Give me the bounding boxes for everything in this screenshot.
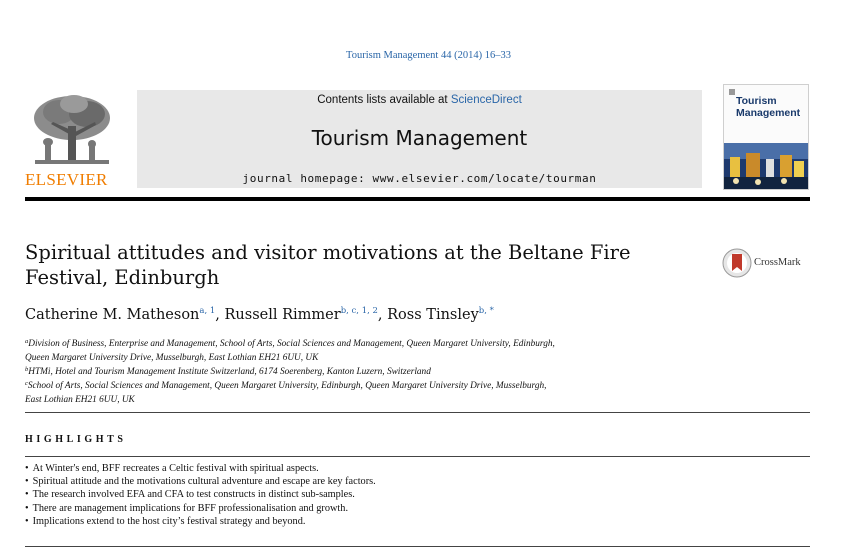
affiliation-line [25, 364, 805, 378]
masthead-rule [25, 197, 810, 201]
author-2[interactable] [225, 307, 378, 323]
highlight-item: • There are management implications for BFF professionalisation and growth. [25, 502, 805, 515]
cover-photo-icon [724, 143, 808, 189]
highlights-heading: HIGHLIGHTS [25, 434, 127, 445]
contents-line [137, 94, 702, 106]
author-1[interactable] [25, 307, 215, 323]
author-sup[interactable]: b, c, 1, 2 [340, 306, 378, 316]
highlight-item: • Implications extend to the host city’s festival strategy and beyond. [25, 515, 805, 528]
affiliation-line [25, 378, 805, 392]
journal-title: Tourism Management [311, 126, 528, 150]
affiliation-line [25, 350, 805, 364]
contents-prefix: Contents lists available at [317, 94, 451, 106]
author-sup[interactable]: a, 1 [199, 306, 216, 316]
cover-title-line2: Management [736, 107, 801, 119]
cover-title [736, 95, 800, 119]
affiliation-line [25, 392, 805, 406]
highlights-rule-top [25, 456, 810, 457]
elsevier-wordmark: ELSEVIER [25, 170, 108, 189]
author-separator: , [377, 307, 388, 323]
highlights-rule-bottom [25, 546, 810, 547]
affiliation-sup: c [25, 380, 28, 387]
sciencedirect-link[interactable]: ScienceDirect [450, 94, 522, 106]
affiliations-rule [25, 412, 810, 413]
journal-homepage-link[interactable]: journal homepage: www.elsevier.com/locate/tourman [242, 172, 597, 185]
elsevier-tree-icon [29, 90, 115, 170]
article-title: Spiritual attitudes and visitor motivations at the Beltane Fire Festival, Edinburgh [25, 241, 631, 289]
elsevier-logo[interactable] [25, 90, 120, 190]
journal-citation: Tourism Management 44 (2014) 16–33 [346, 50, 511, 61]
affiliation-line [25, 336, 805, 350]
affiliation-sup: b [25, 366, 29, 373]
affiliation-text: Division of Business, Enterprise and Management, School of Arts, Social Sciences and Management, Queen Margaret University, Edinburgh, [28, 339, 555, 349]
author-sup[interactable]: b, * [478, 306, 494, 316]
author-list [25, 306, 805, 323]
masthead [25, 84, 810, 192]
highlight-item: • Spiritual attitude and the motivations cultural adventure and escape are key factors. [25, 475, 805, 488]
affiliation-text: School of Arts, Social Sciences and Management, Queen Margaret University, Edinburgh, Queen Margaret University Drive, Musselburgh, [27, 381, 547, 391]
author-3[interactable] [387, 307, 494, 323]
affiliation-sup: a [25, 338, 29, 345]
affiliation-text: Queen Margaret University Drive, Musselburgh, East Lothian EH21 6UU, UK [25, 353, 319, 363]
author-name: Russell Rimmer [224, 307, 341, 323]
cover-title-line1: Tourism [736, 95, 777, 107]
crossmark-button[interactable] [722, 248, 812, 280]
affiliation-text: HTMi, Hotel and Tourism Management Institute Switzerland, 6174 Soerenberg, Kanton Luzern, Switzerland [28, 367, 431, 377]
crossmark-icon [722, 248, 752, 278]
author-name: Catherine M. Matheson [25, 307, 200, 323]
journal-cover[interactable] [723, 84, 809, 190]
cover-mark-icon [729, 89, 735, 95]
journal-banner [137, 90, 702, 188]
crossmark-label: CrossMark [754, 257, 801, 268]
affiliation-text: East Lothian EH21 6UU, UK [25, 395, 135, 405]
affiliations [25, 336, 805, 406]
author-name: Ross Tinsley [387, 307, 479, 323]
highlight-item: • The research involved EFA and CFA to test constructs in distinct sub-samples. [25, 488, 805, 501]
highlights-list [25, 462, 805, 528]
author-separator: , [215, 307, 225, 323]
highlight-item: • At Winter's end, BFF recreates a Celtic festival with spiritual aspects. [25, 462, 805, 475]
